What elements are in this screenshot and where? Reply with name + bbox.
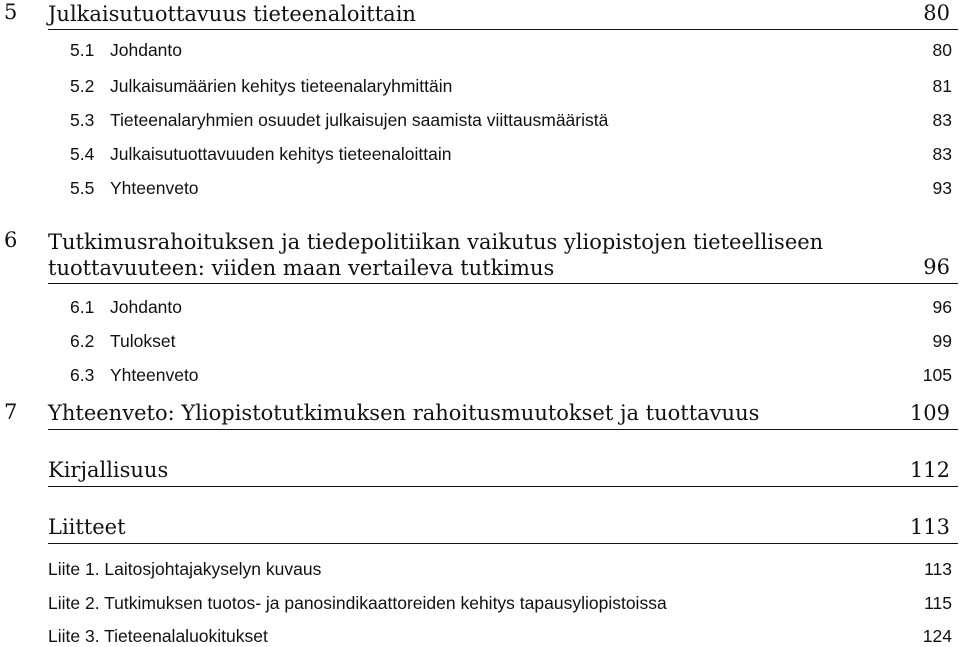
- section-number: 5.1: [70, 40, 95, 60]
- appendix-item[interactable]: [48, 625, 952, 647]
- toc-section[interactable]: [48, 330, 952, 352]
- appendix-label: Liite 1. Laitosjohtajakyselyn kuvaus: [48, 559, 322, 579]
- appendices-title: Liitteet: [48, 515, 126, 539]
- section-number: 6.2: [70, 331, 95, 351]
- toc-section[interactable]: [48, 39, 952, 61]
- chapter-number: 6: [4, 228, 18, 252]
- appendix-page: 124: [922, 626, 952, 646]
- chapter-title-line-2: tuottavuuteen: viiden maan vertaileva tutkimus: [48, 256, 555, 280]
- references-heading[interactable]: [0, 455, 958, 485]
- chapter-rule: [48, 29, 958, 30]
- chapter-page: 80: [923, 1, 950, 25]
- appendices-rule: [48, 543, 958, 544]
- toc-section[interactable]: [48, 143, 952, 165]
- section-title: Johdanto: [110, 297, 183, 317]
- chapter-rule: [48, 283, 958, 284]
- chapter-title-line-1: Tutkimusrahoituksen ja tiedepolitiikan vaikutus yliopistojen tieteelliseen: [48, 230, 824, 254]
- section-number: 5.4: [70, 144, 95, 164]
- section-page: 105: [922, 365, 952, 385]
- section-number: 5.3: [70, 110, 95, 130]
- appendix-label: Liite 2. Tutkimuksen tuotos- ja panosindikaattoreiden kehitys tapausyliopistoissa: [48, 593, 667, 613]
- chapter-page: 96: [923, 255, 950, 279]
- section-number: 5.5: [70, 178, 95, 198]
- section-page: 99: [932, 331, 952, 351]
- section-page: 96: [932, 297, 952, 317]
- appendix-label: Liite 3. Tieteenalaluokitukset: [48, 626, 268, 646]
- references-title: Kirjallisuus: [48, 458, 169, 482]
- chapter-6-heading[interactable]: [0, 226, 958, 282]
- toc-section[interactable]: [48, 364, 952, 386]
- appendices-heading[interactable]: [0, 512, 958, 542]
- references-rule: [48, 486, 958, 487]
- references-page: 112: [909, 458, 950, 482]
- section-page: 80: [932, 40, 952, 60]
- chapter-title: Julkaisutuottavuus tieteenaloittain: [48, 2, 416, 26]
- section-page: 93: [932, 178, 952, 198]
- section-title: Yhteenveto: [110, 178, 199, 198]
- appendices-page: 113: [909, 515, 950, 539]
- section-title: Tulokset: [110, 331, 176, 351]
- chapter-title: Yhteenveto: Yliopistotutkimuksen rahoitusmuutokset ja tuottavuus: [48, 401, 760, 425]
- section-title: Yhteenveto: [110, 365, 199, 385]
- chapter-rule: [48, 429, 958, 430]
- appendix-item[interactable]: [48, 592, 952, 614]
- section-number: 6.1: [70, 297, 95, 317]
- toc-section[interactable]: [48, 109, 952, 131]
- toc-section[interactable]: [48, 177, 952, 199]
- section-page: 83: [932, 144, 952, 164]
- section-number: 6.3: [70, 365, 95, 385]
- toc-section[interactable]: [48, 75, 952, 97]
- chapter-number: 5: [4, 0, 18, 24]
- toc-section[interactable]: [48, 296, 952, 318]
- appendix-item[interactable]: [48, 558, 952, 580]
- chapter-5-heading[interactable]: [0, 0, 958, 28]
- section-title: Tieteenalaryhmien osuudet julkaisujen saamista viittausmääristä: [110, 110, 609, 130]
- chapter-number: 7: [4, 400, 18, 424]
- appendix-page: 113: [924, 559, 952, 579]
- section-page: 83: [932, 110, 952, 130]
- chapter-7-heading[interactable]: [0, 398, 958, 428]
- chapter-page: 109: [909, 401, 950, 425]
- section-title: Johdanto: [110, 40, 183, 60]
- section-title: Julkaisutuottavuuden kehitys tieteenaloittain: [110, 144, 452, 164]
- section-title: Julkaisumäärien kehitys tieteenalaryhmittäin: [110, 76, 453, 96]
- section-number: 5.2: [70, 76, 95, 96]
- appendix-page: 115: [924, 593, 952, 613]
- section-page: 81: [932, 76, 952, 96]
